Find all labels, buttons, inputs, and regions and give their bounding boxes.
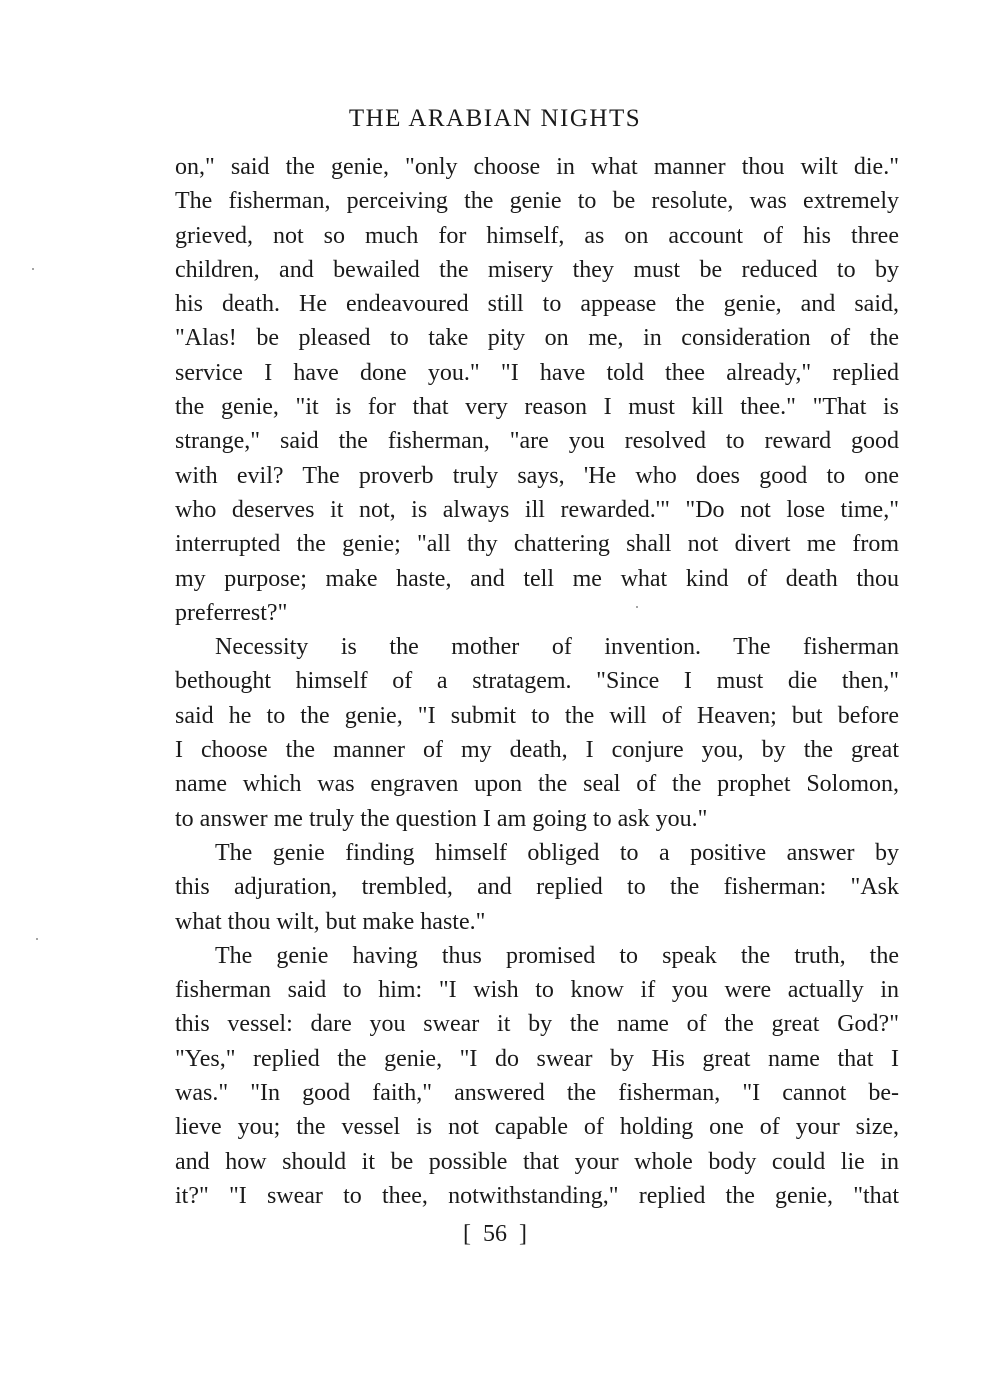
text-line: interrupted the genie; "all thy chattering shall not divert me from [175, 531, 899, 558]
text-line: I choose the manner of my death, I conjure you, by the great [175, 737, 899, 764]
text-line: grieved, not so much for himself, as on account of his three [175, 222, 899, 249]
text-line: "Yes," replied the genie, "I do swear by His great name that I [175, 1045, 899, 1072]
body-text [175, 150, 899, 1213]
text-line: this adjuration, trembled, and replied to the fisherman: "Ask [175, 874, 899, 901]
text-line: was." "In good faith," answered the fisherman, "I cannot be- [175, 1080, 899, 1107]
text-line: children, and bewailed the misery they must be reduced to by [175, 256, 899, 283]
text-line: and how should it be possible that your whole body could lie in [175, 1148, 899, 1175]
text-line: Necessity is the mother of invention. The fisherman [215, 634, 899, 661]
text-line: lieve you; the vessel is not capable of holding one of your size, [175, 1114, 899, 1141]
text-line: The genie finding himself obliged to a positive answer by [215, 839, 899, 866]
text-line: preferrest?" [175, 599, 288, 626]
text-line: my purpose; make haste, and tell me what kind of death thou [175, 565, 899, 592]
text-line: on," said the genie, "only choose in what manner thou wilt die." [175, 154, 899, 180]
text-line: what thou wilt, but make haste." [175, 908, 486, 935]
text-line: strange," said the fisherman, "are you resolved to reward good [175, 428, 899, 455]
text-line: his death. He endeavoured still to appease the genie, and said, [175, 291, 899, 318]
text-line: fisherman said to him: "I wish to know if you were actually in [175, 977, 899, 1004]
text-line: The genie having thus promised to speak the truth, the [215, 942, 899, 969]
text-line: bethought himself of a stratagem. "Since I must die then," [175, 668, 899, 695]
text-line: "Alas! be pleased to take pity on me, in consideration of the [175, 325, 899, 352]
margin-speck [32, 268, 34, 270]
paragraph-2 [175, 630, 899, 836]
paragraph-3 [175, 836, 899, 939]
text-line: who deserves it not, is always ill rewarded.'" "Do not lose time," [175, 496, 899, 523]
page-number: [ 56 ] [463, 1221, 527, 1247]
text-line: with evil? The proverb truly says, 'He who does good to one [175, 462, 899, 489]
paragraph-4 [175, 939, 899, 1213]
text-line: said he to the genie, "I submit to the will of Heaven; but before [175, 702, 899, 729]
running-head-title: THE ARABIAN NIGHTS [348, 105, 642, 132]
text-line: service I have done you." "I have told thee already," replied [175, 359, 899, 386]
paragraph-1 [175, 150, 899, 630]
text-line: The fisherman, perceiving the genie to be resolute, was extremely [175, 188, 899, 215]
text-line: the genie, "it is for that very reason I must kill thee." "That is [175, 394, 899, 421]
margin-speck [36, 938, 38, 940]
margin-speck [636, 606, 638, 608]
text-line: this vessel: dare you swear it by the name of the great God?" [175, 1011, 899, 1038]
text-line: name which was engraven upon the seal of the prophet Solomon, [175, 771, 899, 798]
text-line: it?" "I swear to thee, notwithstanding," replied the genie, "that [175, 1182, 899, 1209]
text-line: to answer me truly the question I am going to ask you." [175, 805, 708, 832]
